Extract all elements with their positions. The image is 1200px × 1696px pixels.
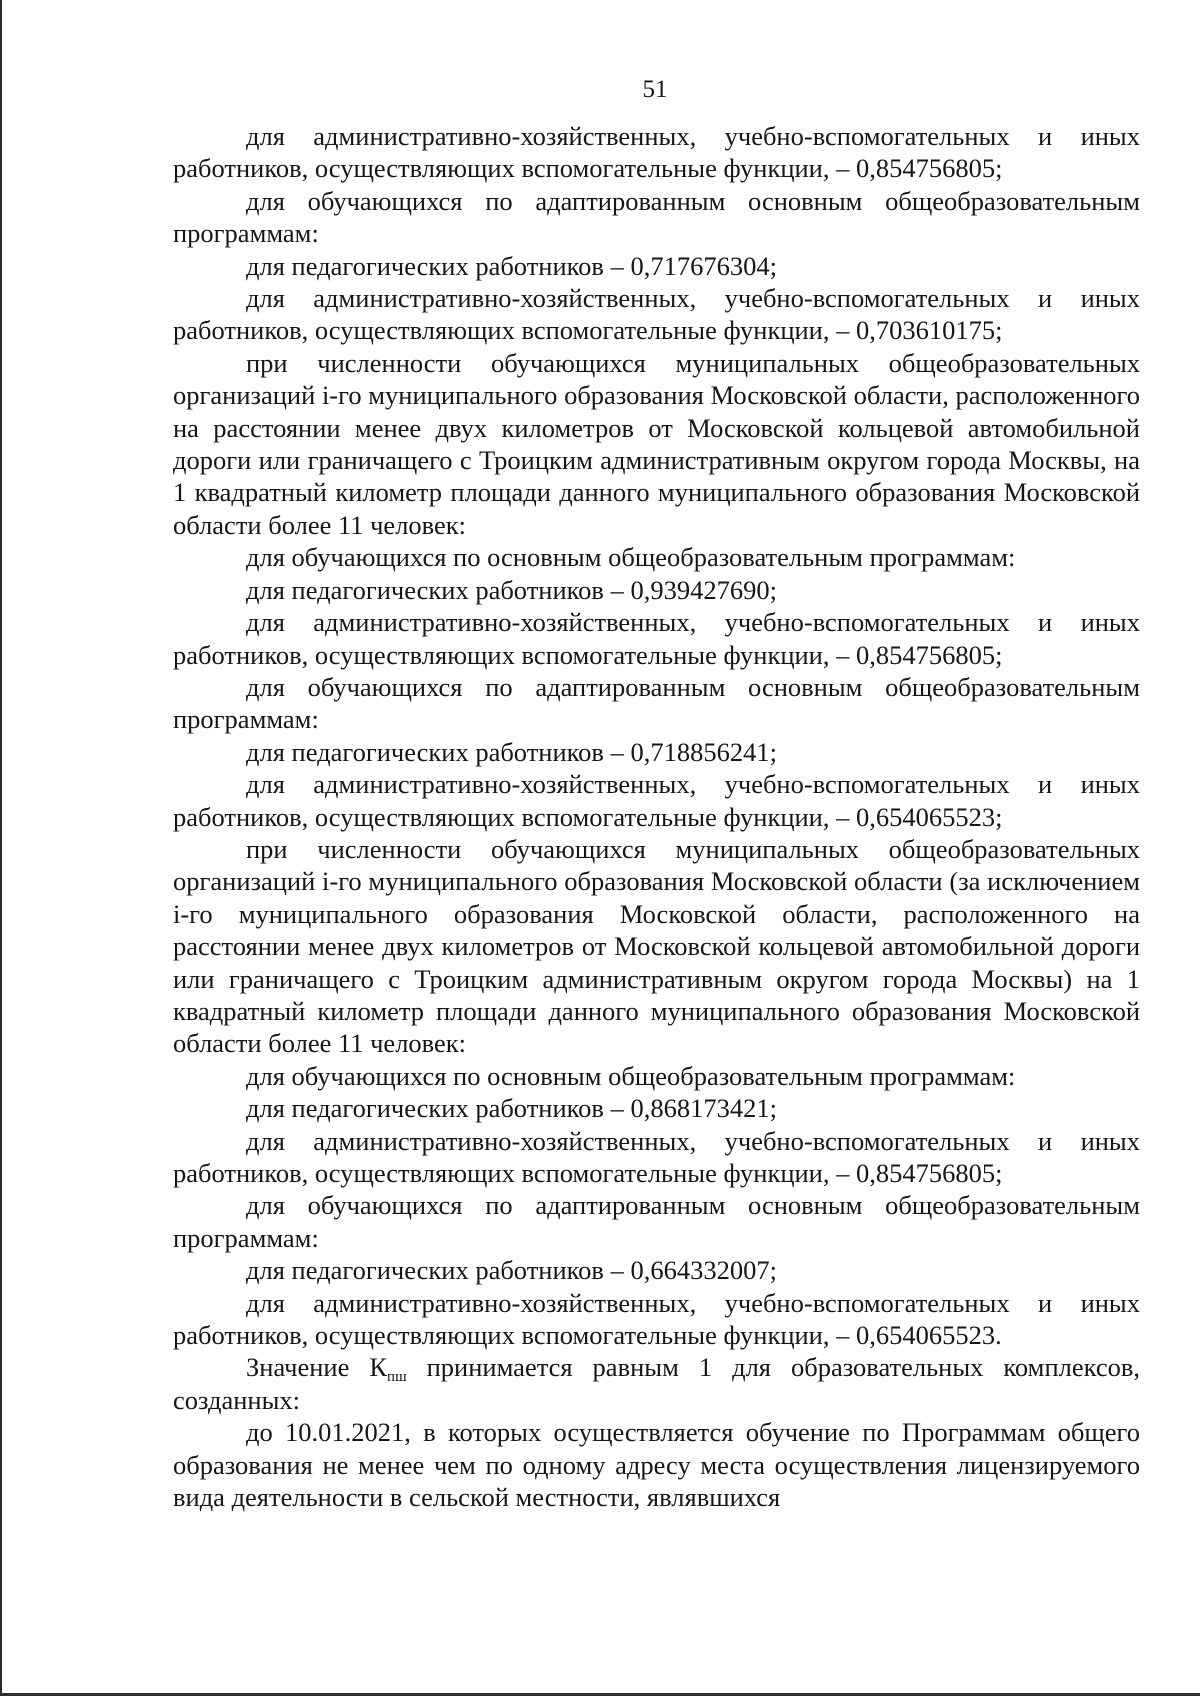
paragraph: для административно-хозяйственных, учебно-вспомогательных и иных работников, осуществляющих вспомогательные функции, – 0,703610175; <box>173 283 1140 346</box>
scan-left-edge <box>0 0 2 1696</box>
paragraph: для административно-хозяйственных, учебно-вспомогательных и иных работников, осуществляющих вспомогательные функции, – 0,654065523; <box>173 769 1140 832</box>
paragraph: для обучающихся по адаптированным основным общеобразовательным программам: <box>173 185 1140 249</box>
paragraph: для административно-хозяйственных, учебно-вспомогательных и иных работников, осуществляющих вспомогательные функции, – 0,654065523. <box>173 1287 1140 1351</box>
paragraph: для обучающихся по основным общеобразовательным программам: <box>246 1060 1016 1091</box>
paragraph: при численности обучающихся муниципальных общеобразовательных организаций i-го муниципального образования Московской области (за исключением i-го муниципального образования Московской области, расположенного на расстоянии менее двух километров от Московской кольцевой автомобильной дороги или граничащего с Троицким административным округом города Москвы) на 1 квадратный километр площади данного муниципального образования Московской области более 11 человек: <box>173 833 1140 1059</box>
paragraph: для обучающихся по адаптированным основным общеобразовательным программам: <box>173 1190 1140 1253</box>
paragraph: для обучающихся по основным общеобразовательным программам: <box>246 542 1016 573</box>
paragraph: для педагогических работников – 0,939427690; <box>246 574 777 605</box>
paragraph: для педагогических работников – 0,717676304; <box>246 250 777 281</box>
paragraph: для административно-хозяйственных, учебно-вспомогательных и иных работников, осуществляющих вспомогательные функции, – 0,854756805; <box>173 121 1140 184</box>
document-body <box>173 120 1140 1513</box>
paragraph: для административно-хозяйственных, учебно-вспомогательных и иных работников, осуществляющих вспомогательные функции, – 0,854756805; <box>173 607 1140 670</box>
paragraph: для обучающихся по адаптированным основным общеобразовательным программам: <box>173 671 1140 735</box>
paragraph: для педагогических работников – 0,664332007; <box>246 1255 777 1286</box>
paragraph: для педагогических работников – 0,718856241; <box>246 736 777 767</box>
kpsh-subscript: пш <box>387 1369 407 1386</box>
kpsh-text-after: принимается равным 1 для образовательных комплексов, созданных: <box>173 1352 1140 1415</box>
kpsh-paragraph <box>173 1351 1140 1416</box>
kpsh-text-before: Значение К <box>246 1352 388 1383</box>
paragraph: до 10.01.2021, в которых осуществляется обучение по Программам общего образования не менее чем по одному адресу места осуществления лицензируемого вида деятельности в сельской местности, являвшихся <box>173 1417 1140 1513</box>
paragraph: для административно-хозяйственных, учебно-вспомогательных и иных работников, осуществляющих вспомогательные функции, – 0,854756805; <box>173 1125 1140 1188</box>
paragraph: для педагогических работников – 0,868173421; <box>246 1093 777 1124</box>
page-number: 51 <box>642 76 668 103</box>
paragraph: при численности обучающихся муниципальных общеобразовательных организаций i-го муниципального образования Московской области, расположенного на расстоянии менее двух километров от Московской кольцевой автомобильной дороги или граничащего с Троицким административным округом города Москвы, на 1 квадратный километр площади данного муниципального образования Московской области более 11 человек: <box>173 347 1140 540</box>
